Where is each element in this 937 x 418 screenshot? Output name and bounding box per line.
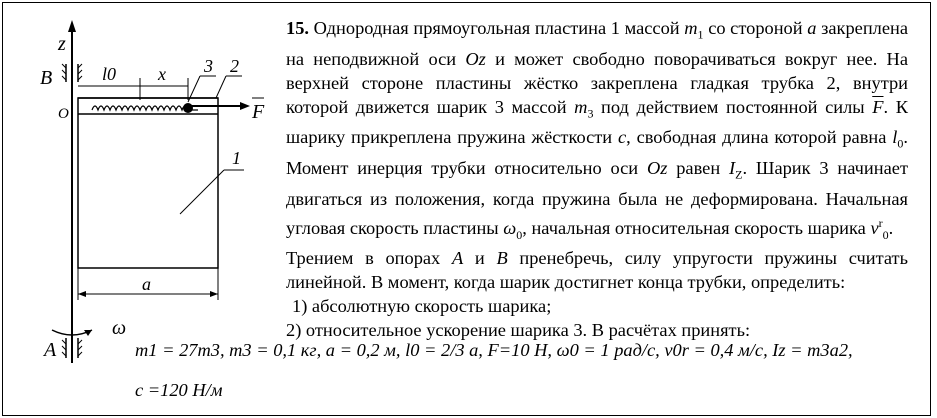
given-data-line-1: m1 = 27m3, m3 = 0,1 кг, a = 0,2 м, l0 = 2/3 a, F=10 Н, ω0 = 1 рад/с, v0r = 0,4 м/с, Iz = m3a2, — [135, 340, 853, 360]
x-label: x — [158, 64, 166, 84]
question-1: 1) абсолютную скорость шарика; — [292, 296, 552, 317]
problem-number: 15. — [286, 18, 309, 38]
B-label: B — [40, 67, 53, 89]
a-label: a — [142, 274, 151, 294]
problem-text: 15. Однородная прямоугольная пластина 1 массой $m_1$ со стороной a закреплена на неподвижной оси Oz и может свободно поворачиваться вокруг нее. На верхней стороне пластины жёстко закреплена гладкая трубка 2, внутри которой движется шарик 3 массой $m_3$ под действием постоянной силы $\overline{F}$. К шарику прикреплена пружина жёсткости c, свободная длина которой равна $l_0$. Момент инерция трубки относительно оси Oz равен $I_Z$. Шарик 3 начинает двигаться из положения, когда пружина была не деформирована. Начальная угловая скорость пластины $\omega_0$, начальная относительная скорость шарика $v^r_0$. Трением в опорах A и B пренебречь, силу упругости пружины считать линейной. В момент, когда шарик достигнет конца трубки, определить: 1) абсолютную скорость шарика; 2) относительное ускорение шарика 3. В расчётах принять: — [286, 18, 909, 341]
label-3: 3 — [204, 56, 213, 76]
z-label: z — [58, 33, 66, 55]
plate-1 — [78, 98, 218, 268]
ball-3 — [183, 103, 193, 113]
O-label: O — [58, 106, 69, 122]
spring — [92, 106, 198, 110]
A-label: A — [44, 339, 57, 361]
label-2: 2 — [230, 56, 239, 76]
z-axis-arrow — [68, 20, 76, 32]
l0-label: l0 — [102, 64, 117, 84]
mechanism-figure — [30, 18, 290, 378]
given-data-line-2: c =120 Н/м — [135, 380, 223, 400]
F-label: F — [252, 101, 265, 123]
question-2: 2) относительное ускорение шарика 3. В расчётах принять: — [286, 320, 751, 341]
label-1: 1 — [232, 148, 241, 168]
omega-label: ω — [112, 317, 127, 339]
